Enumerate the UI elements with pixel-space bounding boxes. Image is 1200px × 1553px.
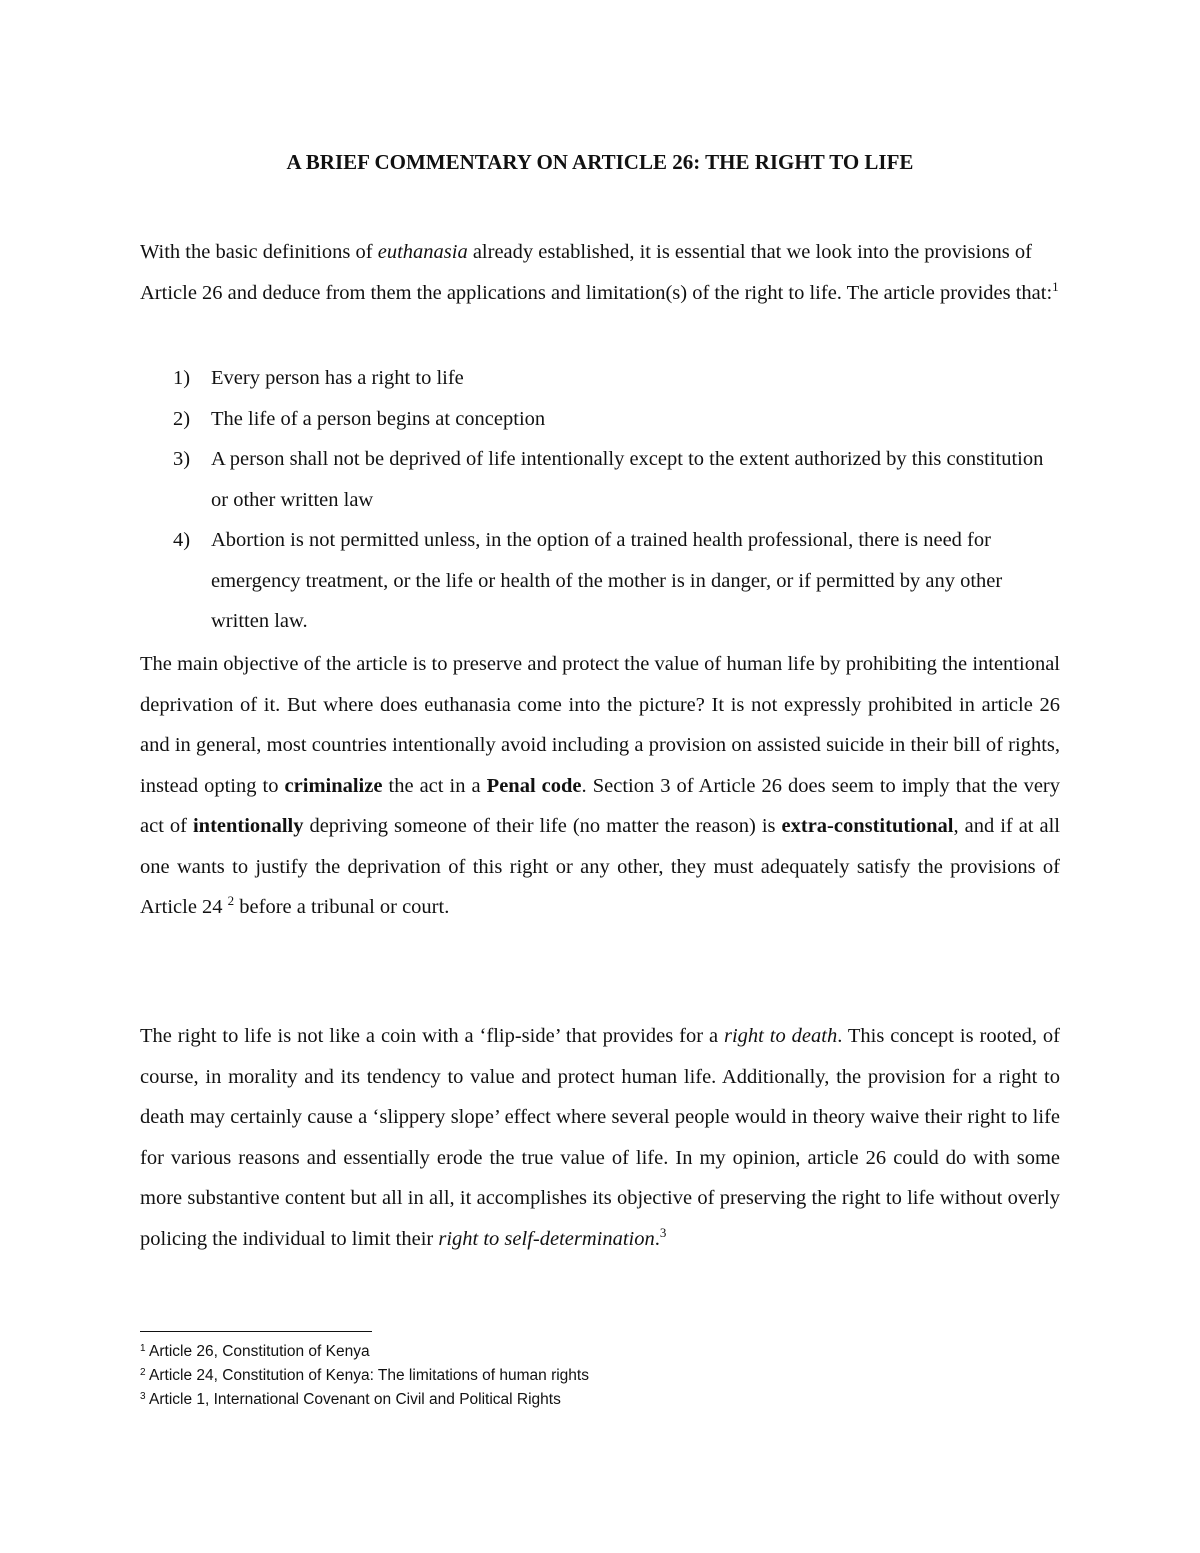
main-para-text-5: , and if at all one wants to justify the deprivation of this right or any other, they must adequately satisfy the provisions of Article 24 xyxy=(140,815,1060,918)
list-item-text: Every person has a right to life xyxy=(211,367,464,389)
main-para-bold-penal-code: Penal code xyxy=(486,774,582,797)
list-item xyxy=(140,520,1060,642)
footnote-text: Article 1, International Covenant on Civil and Political Rights xyxy=(145,1391,561,1408)
list-item-text: The life of a person begins at conception xyxy=(211,407,546,430)
list-item-text: A person shall not be deprived of life intentionally except to the extent authorized by this constitution or other written law xyxy=(211,448,1044,511)
footnotes-section xyxy=(140,1340,1060,1412)
list-item-number: 1) xyxy=(173,367,191,389)
footnote-number: 1 xyxy=(140,1343,146,1354)
main-para-text-2: the act in a xyxy=(382,774,487,797)
main-para-text-6: before a tribunal or court. xyxy=(234,896,450,918)
list-item-number: 2) xyxy=(173,407,191,430)
footnote-ref-2[interactable]: 2 xyxy=(227,893,235,908)
main-para-text-1: The main objective of the article is to preserve and protect the value of human life by prohibiting the intentional deprivation of it. But where does euthanasia come into the picture? It is not expressly prohibited in article 26 and in general, most countries intentionally avoid including a provision on assisted suicide in their bill of rights, instead opting to xyxy=(140,653,1060,797)
second-para-text-2: . This concept is rooted, of course, in morality and its tendency to value and protect human life. Additionally, the provision for a right to death may certainly cause a ‘slippery slope’ effect where several people would in theory waive their right to life for various reasons and essentially erode the true value of life. In my opinion, article 26 could do with some more substantive content but all in all, it accomplishes its objective of preserving the right to life without overly policing the individual to limit their xyxy=(140,1025,1061,1250)
second-para-text-1: The right to life is not like a coin with a ‘flip-side’ that provides for a xyxy=(140,1025,724,1047)
footnote-separator xyxy=(140,1331,372,1332)
main-para-bold-extra-constitutional: extra-constitutional xyxy=(781,815,954,837)
second-para-italic-right-to-death: right to death xyxy=(723,1025,838,1047)
intro-italic-term: euthanasia xyxy=(377,241,468,263)
footnote-text: Article 26, Constitution of Kenya xyxy=(145,1343,370,1360)
main-para-text-4: depriving someone of their life (no matter the reason) is xyxy=(303,815,782,837)
list-item-number: 3) xyxy=(173,448,191,470)
article-provisions-list xyxy=(140,358,1060,642)
main-para-bold-intentionally: intentionally xyxy=(192,815,304,837)
footnote-number: 3 xyxy=(140,1391,146,1402)
intro-paragraph xyxy=(140,232,1060,313)
list-item xyxy=(140,399,1060,440)
footnote-item xyxy=(140,1388,1060,1412)
list-item xyxy=(140,439,1060,520)
list-item-text: Abortion is not permitted unless, in the option of a trained health professional, there is need for emergency treatment, or the life or health of the mother is in danger, or if permitted by any other written law. xyxy=(211,529,1003,632)
footnote-item xyxy=(140,1364,1060,1388)
footnote-item xyxy=(140,1340,1060,1364)
main-para-bold-criminalize: criminalize xyxy=(284,774,383,797)
document-title: A BRIEF COMMENTARY ON ARTICLE 26: THE RIGHT TO LIFE xyxy=(286,150,914,174)
footnote-number: 2 xyxy=(140,1367,146,1378)
intro-text-2: already established, it is essential that we look into the provisions of Article 26 and deduce from them the applications and limitation(s) of the right to life. The article provides that: xyxy=(140,241,1053,304)
intro-text-1: With the basic definitions of xyxy=(140,241,378,263)
footnote-text: Article 24, Constitution of Kenya: The limitations of human rights xyxy=(145,1367,589,1384)
list-item-number: 4) xyxy=(173,529,191,551)
footnote-ref-3[interactable]: 3 xyxy=(659,1224,667,1240)
second-para-italic-self-determination: right to self-determination xyxy=(438,1227,655,1250)
main-para-text-3: . Section 3 of Article 26 does seem to imply that the very act of xyxy=(140,774,1061,837)
list-item xyxy=(140,358,1060,399)
second-para-text-3: . xyxy=(654,1227,660,1250)
footnote-ref-1[interactable]: 1 xyxy=(1052,278,1059,294)
right-to-death-paragraph xyxy=(140,1016,1060,1259)
main-objective-paragraph xyxy=(140,644,1060,928)
